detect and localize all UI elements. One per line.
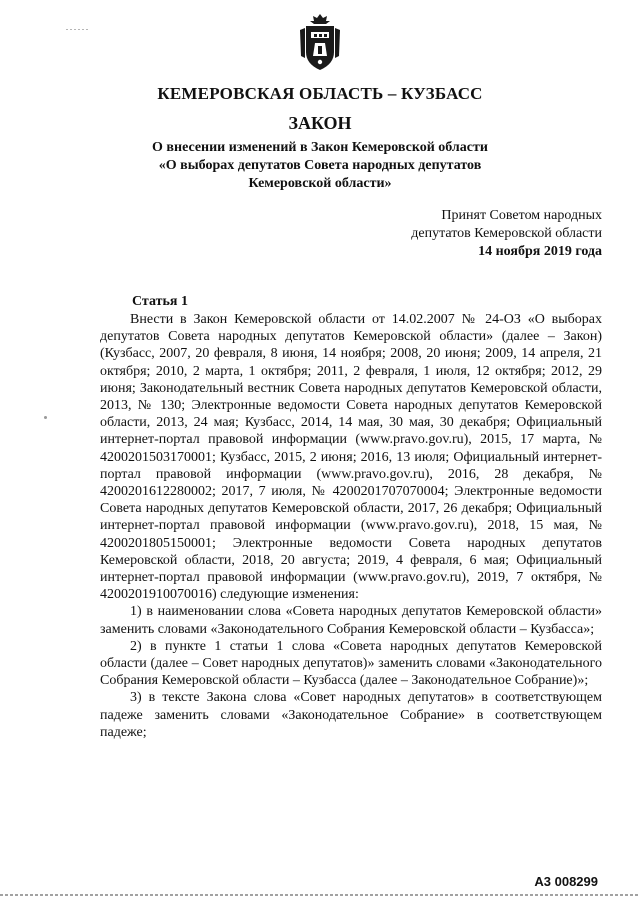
subtitle-line: «О выборах депутатов Совета народных депутатов [158,158,482,173]
adoption-block [411,207,602,261]
article-paragraph: Внести в Закон Кемеровской области от 14.02.2007 № 24-ОЗ «О выборах депутатов Совета народных депутатов Кемеровской области» (далее – Закон) (Кузбасс, 2007, 20 февраля, 8 июня, 14 ноября; 2008, 20 июня; 2009, 14 апреля, 21 октября; 2010, 2 марта, 1 октября; 2011, 2 февраля, 1 июля, 12 октября; 2012, 29 июня; Законодательный вестник Совета народных депутатов Кемеровской области, 2013, № 130; Электронные ведомости Совета народных депутатов Кемеровской области, 2013, 24 мая; Кузбасс, 2014, 14 мая, 30 мая, 30 декабря; Официальный интернет-портал правовой информации (www.pravo.gov.ru), 2015, 17 марта, № 4200201503170001; Кузбасс, 2015, 2 июня; 2016, 13 июля; Официальный интернет-портал правовой информации (www.pravo.gov.ru), 2016, 28 декабря, № 4200201612280002; 2017, 7 июля, № 4200201707070004; Электронные ведомости Совета народных депутатов Кемеровской области, 2017, 26 декабря; Официальный интернет-портал правовой информации (www.pravo.gov.ru), 2018, 15 мая, № 4200201805150001; Электронные ведомости Совета народных депутатов Кемеровской области, 2018, 20 августа; 2019, 4 февраля, 6 мая; Официальный интернет-портал правовой информации (www.pravo.gov.ru), 2019, 7 октября, № 4200201910070016) следующие изменения: [100,312,602,603]
region-name: КЕМЕРОВСКАЯ ОБЛАСТЬ – КУЗБАСС [157,84,483,103]
adoption-date: 14 ноября 2019 года [478,244,602,259]
law-subtitle [0,139,640,193]
scan-artifact [44,416,47,419]
document-type: ЗАКОН [288,113,352,133]
scan-artifact [66,28,88,31]
form-serial-number: А3 008299 [534,874,598,889]
page-edge-line [0,893,640,897]
article-paragraph: 3) в тексте Закона слова «Совет народных депутатов» в соответствующем падеже заменить словами «Законодательное Собрание» в соответствующем падеже; [100,690,602,740]
coat-of-arms-icon [297,12,343,74]
adoption-line: Принят Советом народных [441,208,602,223]
article-body [100,311,602,741]
subtitle-line: Кемеровской области» [248,176,392,191]
adoption-line: депутатов Кемеровской области [411,226,602,241]
article-paragraph: 2) в пункте 1 статьи 1 слова «Совета народных депутатов Кемеровской области (далее – Совет народных депутатов)» заменить словами «Законодательного Собрания Кемеровской области – Кузбасса (далее – Законодательное Собрание)»; [100,638,602,689]
article-heading: Статья 1 [132,294,188,309]
article-paragraph: 1) в наименовании слова «Совета народных депутатов Кемеровской области» заменить словами «Законодательного Собрания Кемеровской области – Кузбасса»; [100,604,602,637]
subtitle-line: О внесении изменений в Закон Кемеровской области [152,140,488,155]
